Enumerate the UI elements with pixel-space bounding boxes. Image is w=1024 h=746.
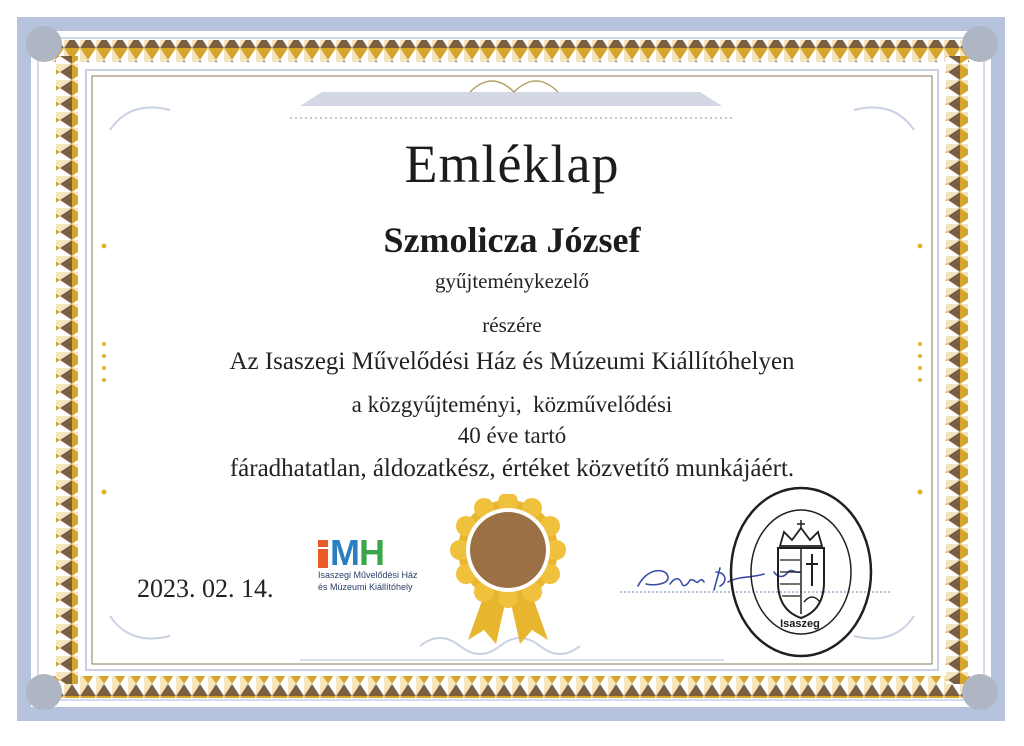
rosette-medal-icon [448,494,568,644]
imh-logo [318,532,430,602]
citation-line-2: a közgyűjteményi, közművelődési [351,392,673,417]
citation-line-4: fáradhatatlan, áldozatkész, értéket közvetítő munkájáért. [229,455,795,482]
citation-line-3: 40 éve tartó [457,423,567,448]
logo-h-letter: H [359,532,385,573]
certificate-title: Emléklap [404,134,620,194]
for-word: részére [482,313,542,337]
hungarian-coat-of-arms-icon [778,520,824,618]
recipient-name: Szmolicza József [383,220,641,260]
logo-subtitle-2: és Múzeumi Kiállítóhely [318,582,413,592]
citation-line-1: Az Isaszegi Művelődési Ház és Múzeumi Kiállítóhelyen [229,348,795,375]
issue-date: 2023. 02. 14. [137,574,274,603]
recipient-role: gyűjteménykezelő [435,269,589,293]
imh-logo-mark [318,532,430,573]
seal-city-text: Isaszeg [780,618,820,630]
logo-i-icon [318,540,328,568]
logo-subtitle-1: Isaszegi Művelődési Ház [318,570,418,580]
official-stamp-icon [728,484,874,660]
logo-m-letter: M [330,532,359,573]
